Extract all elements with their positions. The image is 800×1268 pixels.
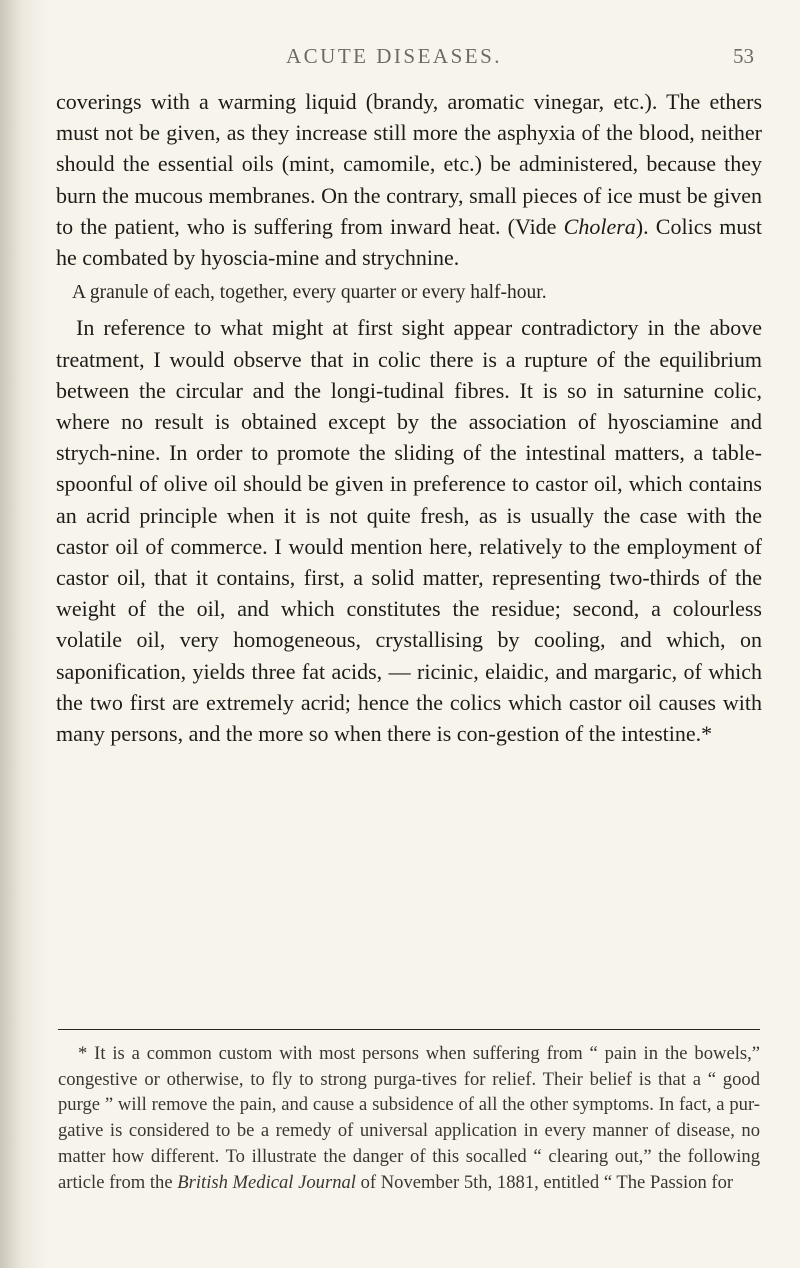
paragraph-text: coverings with a warming liquid (brandy, aromatic vinegar, etc.). The ethers must not be given, as they increase still more the asphyxia of the blood, neither should the essential oils (mint, camomile, etc.) be administered, because they burn the mucous membranes. On the contrary, small pieces of ice must be given to the patient, who is suffering from inward heat. (Vide xyxy=(56,89,762,239)
running-title: ACUTE DISEASES. xyxy=(286,44,503,68)
footnote xyxy=(58,1041,760,1195)
footnote-divider xyxy=(58,1029,760,1030)
footnote-text xyxy=(58,1041,760,1195)
footnote-text-part: * It is a common custom with most persons when suffering from “ pain in the bowels,” congestive or otherwise, to fly to strong purga-tives for relief. Their belief is that a “ good purge ” will remove the pain, and cause a subsidence of all the other symptoms. In fact, a pur-gative is considered to be a remedy of universal application in every manner of disease, no matter how different. To illustrate the danger of this socalled “ clearing out,” the following article from the xyxy=(58,1043,760,1193)
footnote-italic-journal: British Medical Journal xyxy=(177,1171,356,1193)
footnote-text-part: of November 5th, 1881, entitled “ The Passion for xyxy=(355,1171,734,1193)
page-number: 53 xyxy=(733,44,754,68)
dosage-line: A granule of each, together, every quarter or every half-hour. xyxy=(72,282,547,304)
paragraph-continuation xyxy=(56,86,762,273)
italic-reference: Cholera xyxy=(563,213,636,239)
running-head xyxy=(0,44,800,74)
paragraph: In reference to what might at first sight appear contradictory in the above treatment, I would observe that in colic there is a rupture of the equilibrium between the circular and the longi-tudinal fibres. It is so in saturnine colic, where no result is obtained except by the association of hyosciamine and strych-nine. In order to promote the sliding of the intestinal matters, a table-spoonful of olive oil should be given in preference to castor oil, which contains an acrid principle when it is not quite fresh, as is usually the case with the castor oil of commerce. I would mention here, relatively to the employment of castor oil, that it contains, first, a solid matter, representing two-thirds of the weight of the oil, and which constitutes the residue; second, a colourless volatile oil, very homogeneous, crystallising by cooling, and which, on saponification, yields three fat acids, — ricinic, elaidic, and margaric, of which the two first are extremely acrid; hence the colics which castor oil causes with many persons, and the more so when there is con-gestion of the intestine.* xyxy=(56,315,762,747)
paragraph-text: ). Colics must he combated by hyoscia-mine and strychnine. xyxy=(56,213,763,271)
body-text xyxy=(56,86,762,749)
